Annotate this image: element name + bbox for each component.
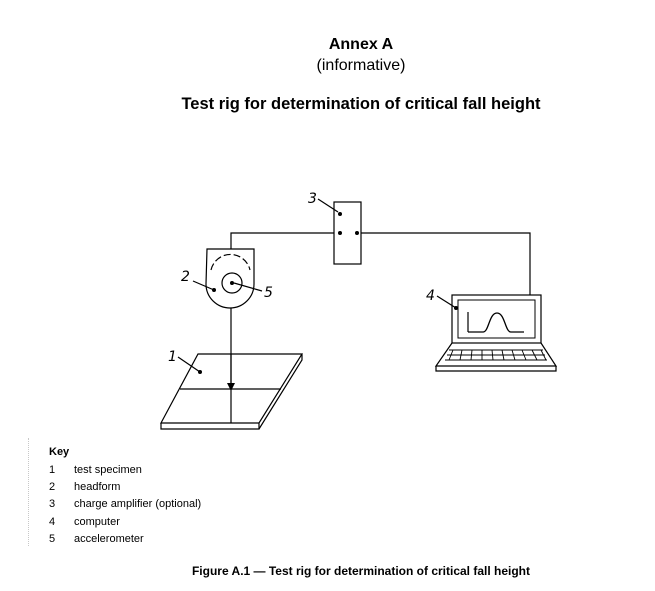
key-item-number: 1 (49, 464, 56, 476)
key-item-number: 5 (49, 532, 56, 545)
key-item-number: 4 (49, 515, 56, 528)
key-item-number: 2 (49, 481, 56, 494)
key-item-label: accelerometer (74, 532, 144, 545)
leader-2 (193, 281, 214, 290)
callout-5: 5 (264, 285, 273, 301)
callout-1: 1 (168, 349, 177, 365)
headform-inner-arc (211, 254, 250, 270)
key-item-label: charge amplifier (optional) (74, 498, 202, 511)
page-title: Test rig for determination of critical fall height (181, 95, 541, 113)
callout-3: 3 (308, 191, 317, 207)
figure-caption: Figure A.1 — Test rig for determination of critical fall height (191, 564, 531, 578)
cable-computer (361, 233, 530, 295)
leader-3 (318, 199, 338, 212)
callout-4: 4 (426, 288, 435, 304)
leader-5 (234, 283, 262, 291)
key-heading: Key (49, 446, 70, 458)
callout-2: 2 (181, 269, 190, 285)
dot-accelerometer (230, 281, 234, 285)
computer-keyboard (445, 350, 547, 360)
dot-amp-left (338, 231, 342, 235)
annex-subtitle: (informative) (316, 57, 406, 74)
drop-arrow-head (227, 383, 235, 391)
dot-computer (454, 306, 458, 310)
headform-body (206, 249, 254, 308)
cable-headform (231, 233, 334, 249)
dot-amp-right (355, 231, 359, 235)
leader-4 (437, 296, 456, 308)
computer-base (436, 343, 556, 371)
signal-curve (468, 313, 524, 332)
computer-screen (452, 295, 541, 343)
key-item-label: headform (74, 481, 121, 494)
key-item-label: computer (74, 515, 120, 528)
key-item-label: test specimen (74, 464, 142, 476)
dot-specimen (198, 370, 202, 374)
annex-title: Annex A (328, 36, 394, 53)
dot-amp-top (338, 212, 342, 216)
margin-line (28, 438, 29, 546)
dot-headform (212, 288, 216, 292)
key-item-number: 3 (49, 498, 56, 511)
